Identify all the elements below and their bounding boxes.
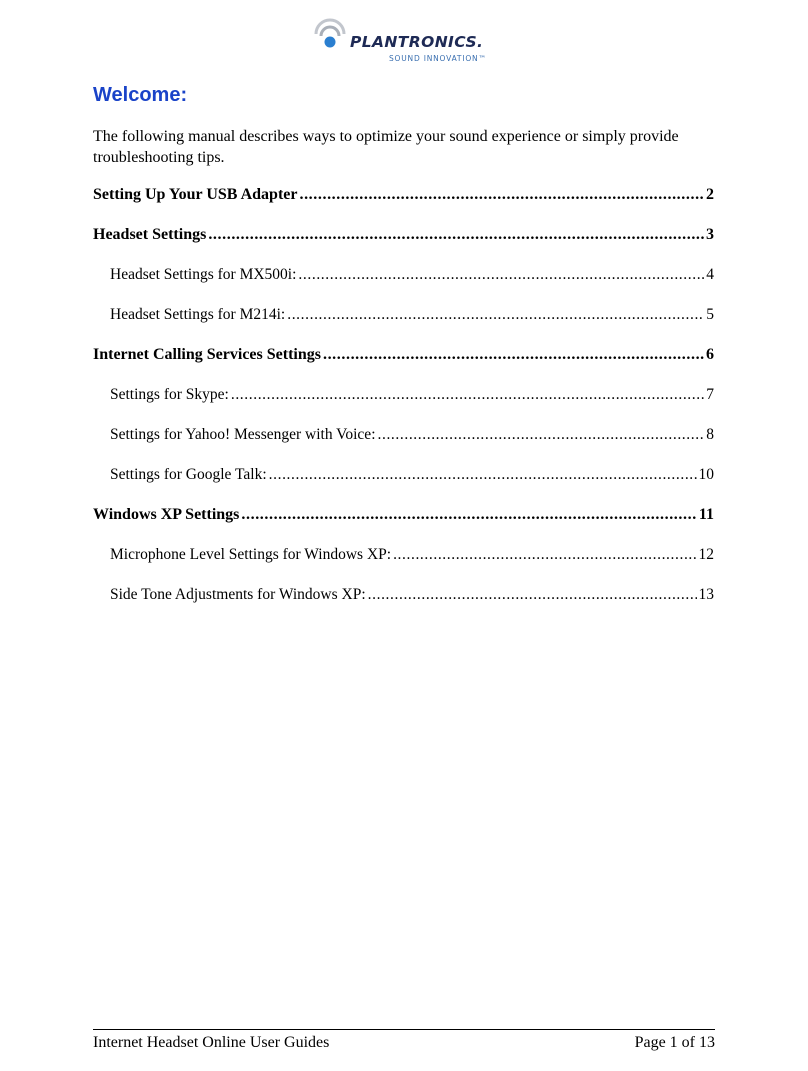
toc-entry-page: 2 [706,186,714,203]
toc-dot-leader [208,223,704,247]
toc-entry-m214i[interactable] [93,303,714,343]
toc-entry-title: Internet Calling Services Settings [93,346,321,363]
toc-entry-page: 10 [698,466,714,483]
toc-entry-title: Windows XP Settings [93,506,240,523]
toc-entry-title: Headset Settings [93,226,207,243]
toc-dot-leader [231,383,704,407]
footer-document-title: Internet Headset Online User Guides [93,1034,330,1051]
toc-dot-leader [393,543,696,567]
toc-entry-page: 8 [706,426,714,443]
toc-entry-title: Settings for Skype: [110,386,229,403]
toc-entry-google-talk[interactable] [93,463,714,503]
toc-entry-page: 7 [706,386,714,403]
toc-entry-skype[interactable] [93,383,714,423]
welcome-heading: Welcome: [93,84,188,106]
toc-entry-title: Headset Settings for MX500i: [110,266,297,283]
toc-dot-leader [368,583,697,607]
toc-dot-leader [378,423,705,447]
plantronics-logo [312,16,502,66]
toc-entry-page: 12 [698,546,714,563]
toc-entry-mx500i[interactable] [93,263,714,303]
toc-entry-title: Settings for Google Talk: [110,466,267,483]
toc-dot-leader [299,183,704,207]
logo-wordmark: PLANTRONICS. [350,33,484,51]
toc-dot-leader [323,343,704,367]
toc-entry-usb-adapter[interactable] [93,183,714,223]
toc-entry-page: 5 [706,306,714,323]
toc-entry-page: 11 [698,506,714,523]
toc-entry-page: 13 [698,586,714,603]
toc-entry-page: 3 [706,226,714,243]
toc-dot-leader [298,263,704,287]
toc-entry-title: Setting Up Your USB Adapter [93,186,298,203]
footer-page-number: Page 1 of 13 [634,1034,715,1051]
toc-entry-page: 4 [706,266,714,283]
toc-entry-microphone-level[interactable] [93,543,714,583]
table-of-contents [93,183,714,623]
toc-entry-yahoo[interactable] [93,423,714,463]
toc-entry-side-tone[interactable] [93,583,714,623]
toc-entry-windows-xp[interactable] [93,503,714,543]
toc-entry-title: Side Tone Adjustments for Windows XP: [110,586,366,603]
toc-dot-leader [287,303,704,327]
intro-paragraph: The following manual describes ways to optimize your sound experience or simply provide troubleshooting tips. [93,128,679,166]
toc-entry-title: Settings for Yahoo! Messenger with Voice: [110,426,376,443]
sound-wave-icon [312,16,352,56]
logo-tagline: SOUND INNOVATION™ [389,54,487,63]
toc-dot-leader [269,463,697,487]
toc-entry-internet-calling[interactable] [93,343,714,383]
toc-entry-title: Microphone Level Settings for Windows XP: [110,546,392,563]
toc-entry-headset-settings[interactable] [93,223,714,263]
footer-divider [93,1029,715,1030]
toc-dot-leader [241,503,696,527]
toc-entry-title: Headset Settings for M214i: [110,306,286,323]
toc-entry-page: 6 [706,346,714,363]
